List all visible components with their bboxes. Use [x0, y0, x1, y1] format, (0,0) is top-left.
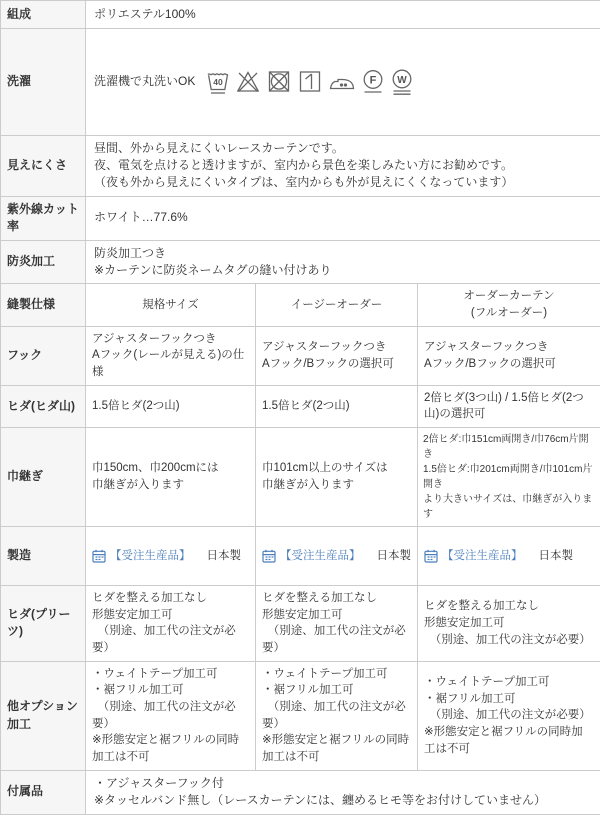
row-hook: [1, 326, 600, 385]
wash-40-mild-icon: [206, 50, 230, 113]
row-label-uv-cut: 紫外線カット率: [1, 196, 86, 240]
hida-yama-standard: 1.5倍ヒダ(2つ山): [86, 385, 256, 427]
washing-text: 洗濯機で丸洗いOK: [94, 73, 195, 90]
iron-icon: [328, 50, 356, 113]
calendar-icon: [424, 549, 438, 563]
uv-cut-value: ホワイト…77.6%: [86, 196, 600, 240]
row-label-composition: 組成: [1, 1, 86, 29]
made-to-order-link[interactable]: 【受注生産品】: [442, 548, 523, 565]
pleats-easy-order: ヒダを整える加工なし 形態安定加工可 （別途、加工代の注文が必要）: [256, 586, 418, 662]
accessories-value: ・アジャスターフック付 ※タッセルバンド無し（レースカーテンには、纏めるヒモ等をお付けしていません）: [86, 770, 600, 814]
composition-value: ポリエステル100%: [86, 1, 600, 29]
row-label-pleats: ヒダ(プリーツ): [1, 586, 86, 662]
row-manufacturing: [1, 527, 600, 586]
row-width-joint: [1, 428, 600, 527]
hida-yama-full-order: 2倍ヒダ(3つ山) / 1.5倍ヒダ(2つ山)の選択可: [418, 385, 600, 427]
svg-text:40: 40: [214, 77, 224, 87]
row-uv-cut: [1, 196, 600, 240]
other-options-standard: ・ウェイトテープ加工可 ・裾フリル加工可 （別途、加工代の注文が必要） ※形態安定と裾フリルの同時加工は不可: [86, 661, 256, 770]
calendar-icon: [262, 549, 276, 563]
row-flame-retardant: [1, 240, 600, 284]
row-label-washing: 洗濯: [1, 29, 86, 136]
calendar-icon: [92, 549, 106, 563]
wet-clean-w-very-mild-icon: [390, 50, 414, 113]
column-header-full-order: オーダーカーテン (フルオーダー): [418, 284, 600, 326]
hook-full-order: アジャスターフックつき Aフック/Bフックの選択可: [418, 326, 600, 385]
pleats-standard: ヒダを整える加工なし 形態安定加工可 （別途、加工代の注文が必要）: [86, 586, 256, 662]
width-joint-full-order: 2倍ヒダ:巾151cm両開き/巾76cm片開き 1.5倍ヒダ:巾201cm両開き/巾101cm片開き より大きいサイズは、巾継ぎが入ります: [418, 428, 600, 527]
shade-hang-dry-icon: [297, 50, 323, 113]
no-tumble-dry-icon: [266, 50, 292, 113]
row-label-sewing-spec: 縫製仕様: [1, 284, 86, 326]
width-joint-standard: 巾150cm、巾200cmには 巾継ぎが入ります: [86, 428, 256, 527]
row-hida-yama: [1, 385, 600, 427]
row-composition: [1, 1, 600, 29]
row-pleats: [1, 586, 600, 662]
made-to-order-link[interactable]: 【受注生産品】: [280, 548, 361, 565]
flame-retardant-value: 防炎加工つき ※カーテンに防炎ネームタグの縫い付けあり: [86, 240, 600, 284]
hook-standard: アジャスターフックつき Aフック(レールが見える)の仕様: [86, 326, 256, 385]
origin-label: 日本製: [377, 548, 412, 565]
column-header-standard-size: 規格サイズ: [86, 284, 256, 326]
svg-text:W: W: [398, 75, 408, 86]
washing-instructions: [94, 50, 592, 113]
visibility-value: 昼間、外から見えにくいレースカーテンです。 夜、電気を点けると透けますが、室内から景色を楽しみたい方にお勧めです。 （夜も外から見えにくいタイプは、室内からも外が見えにくくなっています）: [86, 135, 600, 196]
row-accessories: [1, 770, 600, 814]
other-options-full-order: ・ウェイトテープ加工可 ・裾フリル加工可 （別途、加工代の注文が必要） ※形態安定と裾フリルの同時加工は不可: [418, 661, 600, 770]
row-washing: [1, 29, 600, 136]
row-label-visibility: 見えにくさ: [1, 135, 86, 196]
row-label-hida-yama: ヒダ(ヒダ山): [1, 385, 86, 427]
column-header-easy-order: イージーオーダー: [256, 284, 418, 326]
row-label-other-options: 他オプション加工: [1, 661, 86, 770]
no-bleach-icon: [235, 50, 261, 113]
row-label-hook: フック: [1, 326, 86, 385]
row-label-flame-retardant: 防炎加工: [1, 240, 86, 284]
row-sewing-spec-header: [1, 284, 600, 326]
manufacturing-standard: [92, 548, 249, 565]
other-options-easy-order: ・ウェイトテープ加工可 ・裾フリル加工可 （別途、加工代の注文が必要） ※形態安定と裾フリルの同時加工は不可: [256, 661, 418, 770]
dry-clean-f-mild-icon: [361, 50, 385, 113]
row-label-manufacturing: 製造: [1, 527, 86, 586]
manufacturing-full-order: [424, 548, 594, 565]
hida-yama-easy-order: 1.5倍ヒダ(2つ山): [256, 385, 418, 427]
row-visibility: [1, 135, 600, 196]
row-other-options: [1, 661, 600, 770]
made-to-order-link[interactable]: 【受注生産品】: [110, 548, 191, 565]
origin-label: 日本製: [207, 548, 242, 565]
pleats-full-order: ヒダを整える加工なし 形態安定加工可 （別途、加工代の注文が必要）: [418, 586, 600, 662]
row-label-accessories: 付属品: [1, 770, 86, 814]
row-label-width-joint: 巾継ぎ: [1, 428, 86, 527]
width-joint-easy-order: 巾101cm以上のサイズは 巾継ぎが入ります: [256, 428, 418, 527]
origin-label: 日本製: [539, 548, 574, 565]
manufacturing-easy-order: [262, 548, 411, 565]
hook-easy-order: アジャスターフックつき Aフック/Bフックの選択可: [256, 326, 418, 385]
svg-text:F: F: [370, 74, 377, 86]
